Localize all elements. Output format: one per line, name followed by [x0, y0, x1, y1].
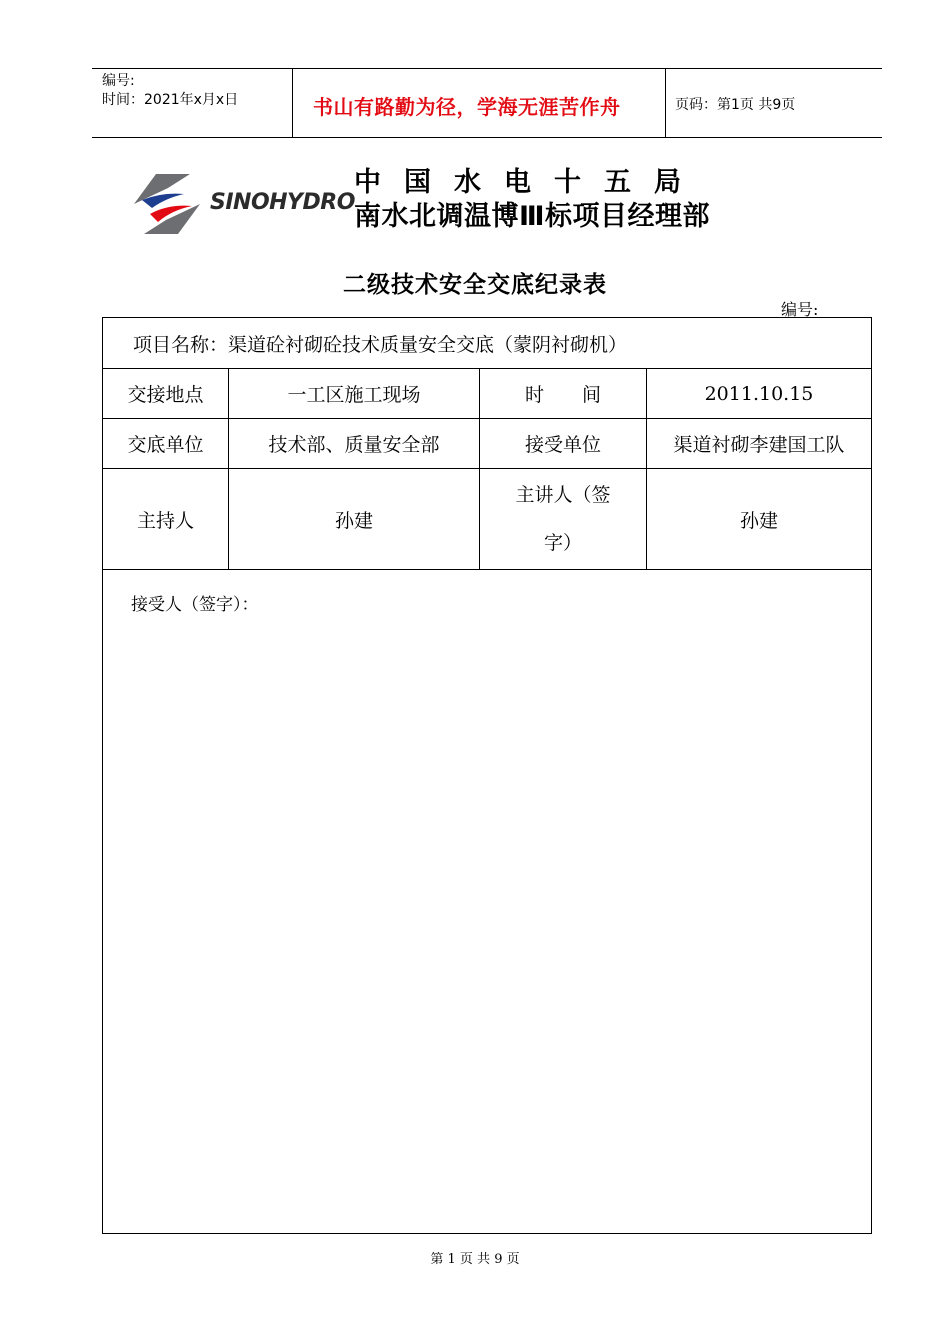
page-footer: 第 1 页 共 9 页 [430, 1252, 520, 1267]
location-label: 交接地点 [127, 384, 204, 406]
briefing-table [102, 317, 872, 1234]
form-title: 二级技术安全交底纪录表 [343, 272, 607, 298]
speaker-label-line2: 字） [543, 532, 582, 554]
sinohydro-logo-icon [132, 170, 202, 238]
host-label: 主持人 [136, 509, 194, 532]
speaker-value: 孙建 [646, 469, 871, 569]
header-page-cell [665, 69, 882, 137]
org-name-line2: 南水北调温博Ⅲ标项目经理部 [354, 201, 711, 232]
table-row-units [103, 419, 871, 469]
header-motto-cell [292, 69, 666, 137]
receiver-label: 接受单位 [479, 419, 646, 468]
header-page-info: 页码：第1页 共9页 [675, 97, 796, 113]
page-header [92, 68, 882, 138]
speaker-label-line1: 主讲人（签 [515, 484, 611, 506]
table-row-people [103, 469, 871, 570]
table-row-project [103, 318, 871, 369]
table-row-location [103, 369, 871, 419]
brand-name: SINOHYDRO [210, 190, 355, 215]
header-meta [92, 69, 292, 137]
speaker-label [479, 469, 646, 569]
issuer-value: 技术部、质量安全部 [228, 419, 479, 468]
location-value: 一工区施工现场 [228, 369, 479, 418]
org-name-line1: 中国水电十五局 [354, 167, 704, 198]
header-doc-no: 编号: [102, 73, 135, 89]
time-value: 2011.10.15 [646, 369, 871, 418]
recipients-label: 接受人（签字）： [131, 595, 259, 615]
project-name: 项目名称：渠道砼衬砌砼技术质量安全交底（蒙阴衬砌机） [133, 334, 628, 356]
header-motto: 书山有路勤为径，学海无涯苦作舟 [313, 95, 621, 119]
receiver-value: 渠道衬砌李建国工队 [646, 419, 871, 468]
issuer-label: 交底单位 [127, 434, 204, 456]
host-value: 孙建 [228, 469, 479, 569]
header-time: 时间：2021年x月x日 [102, 92, 239, 108]
time-label: 时 间 [479, 369, 646, 418]
form-number-label: 编号: [781, 300, 819, 319]
